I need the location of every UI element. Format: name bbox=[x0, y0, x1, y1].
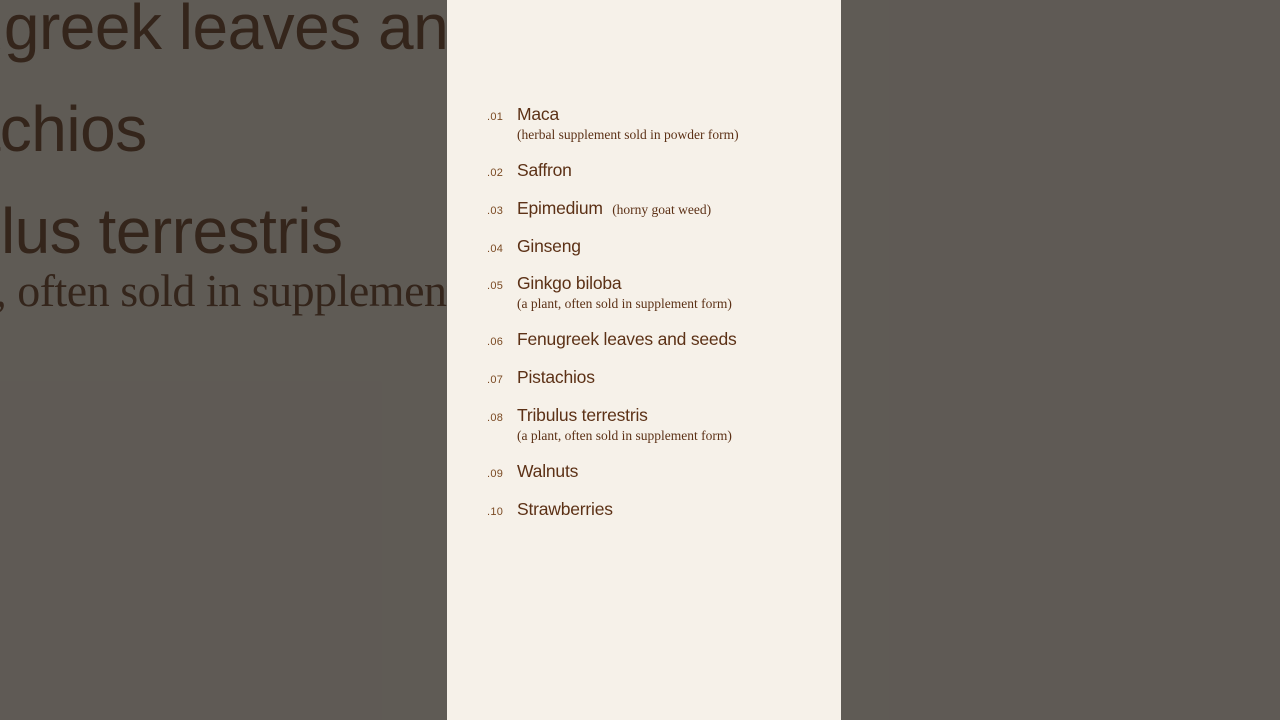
list-item-number: .10 bbox=[487, 505, 504, 518]
list-item-body bbox=[517, 499, 827, 521]
list-item-name: Ginkgo biloba bbox=[517, 273, 622, 294]
list-item-name: Ginseng bbox=[517, 235, 581, 256]
list-item-name: Saffron bbox=[517, 159, 572, 180]
list-item-body bbox=[517, 367, 827, 389]
list-item-number: .04 bbox=[487, 242, 504, 255]
list-item-note: (horny goat weed) bbox=[612, 201, 712, 217]
list-item-name: Pistachios bbox=[517, 367, 595, 387]
list-item-body bbox=[517, 236, 827, 258]
list-item-body bbox=[517, 405, 827, 445]
list-item-body bbox=[517, 329, 827, 351]
list-item-body bbox=[517, 461, 827, 483]
list-item-note: (a plant, often sold in supplement form) bbox=[517, 296, 732, 312]
list-item-name: Walnuts bbox=[517, 460, 579, 481]
content-card bbox=[447, 0, 841, 720]
list-item-note: (a plant, often sold in supplement form) bbox=[517, 427, 732, 443]
list-item bbox=[487, 160, 827, 182]
list-item bbox=[487, 329, 827, 351]
list-item-name: Tribulus terrestris bbox=[517, 404, 648, 425]
list-item-body bbox=[517, 160, 827, 182]
list-item bbox=[487, 104, 827, 144]
list-item-body bbox=[517, 104, 827, 144]
list-item-number: .01 bbox=[487, 111, 504, 123]
list-item-note: (herbal supplement sold in powder form) bbox=[517, 126, 739, 142]
list-item-name: Maca bbox=[517, 104, 559, 124]
list-item-number: .03 bbox=[487, 204, 504, 217]
list-item-name: Fenugreek leaves and seeds bbox=[517, 329, 737, 350]
list-item bbox=[487, 273, 827, 313]
list-item-number: .06 bbox=[487, 336, 504, 349]
list-item bbox=[487, 461, 827, 483]
list-item-name: Epimedium bbox=[517, 197, 603, 218]
list-item bbox=[487, 405, 827, 445]
list-item-body bbox=[517, 198, 827, 220]
list-item-number: .07 bbox=[487, 374, 504, 386]
list-item bbox=[487, 236, 827, 258]
list-item bbox=[487, 499, 827, 521]
list-item bbox=[487, 198, 827, 220]
list-item-name: Strawberries bbox=[517, 498, 613, 519]
list-item-number: .08 bbox=[487, 411, 504, 424]
list-item-number: .09 bbox=[487, 467, 504, 480]
list-item-number: .02 bbox=[487, 166, 504, 179]
list-item bbox=[487, 367, 827, 389]
ingredient-list bbox=[487, 104, 827, 536]
list-item-body bbox=[517, 273, 827, 313]
list-item-number: .05 bbox=[487, 280, 504, 293]
